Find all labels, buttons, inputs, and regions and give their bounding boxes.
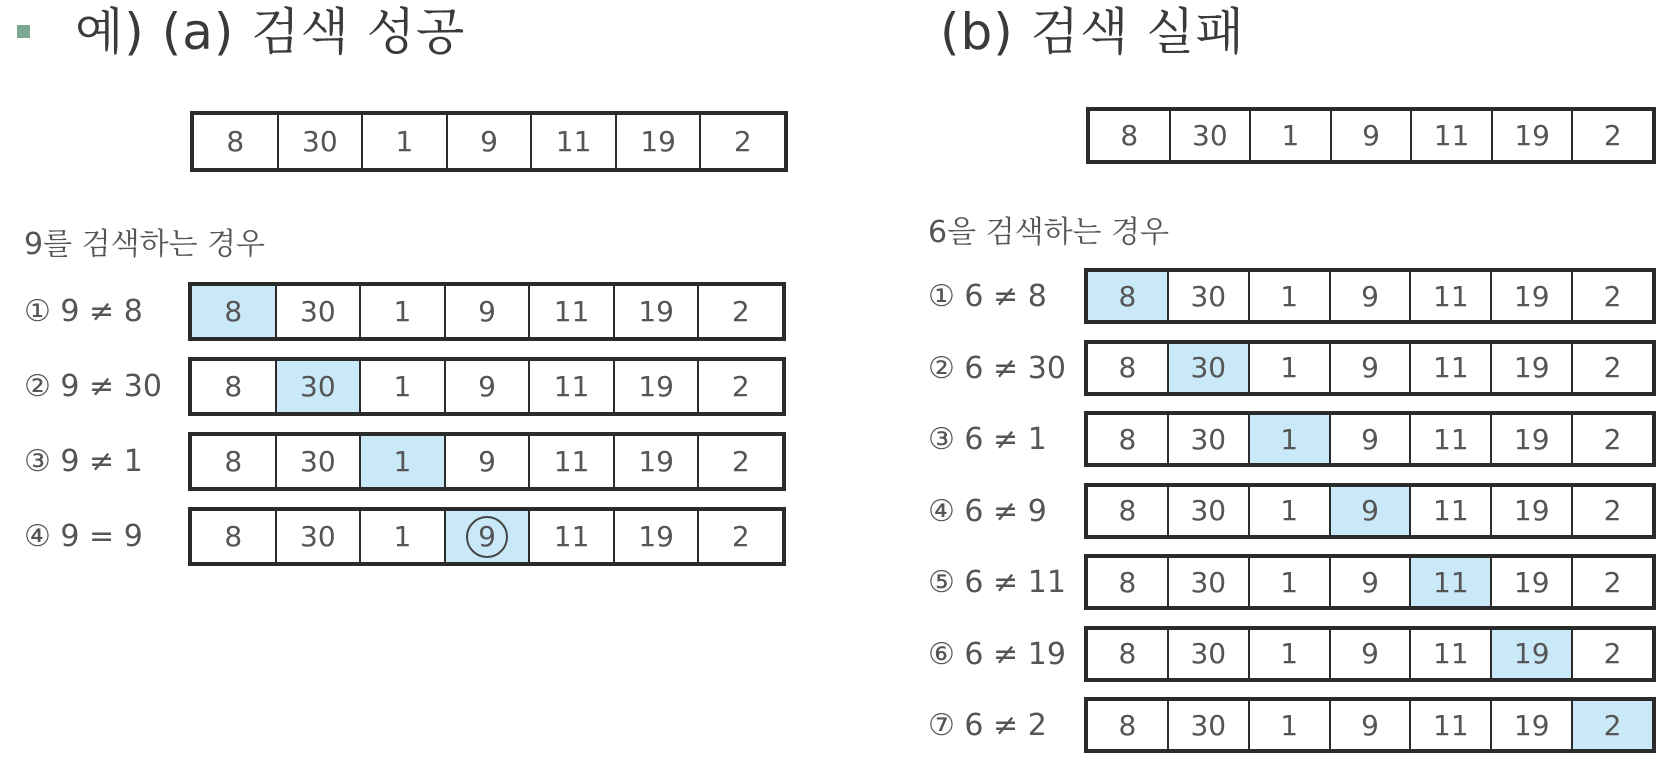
heading-success: 예) (a) 검색 성공 <box>75 3 466 61</box>
array-cell-value: 11 <box>553 295 590 328</box>
step-label: ④ 6 ≠ 9 <box>928 493 1047 529</box>
array-cell <box>1167 344 1248 392</box>
array-cell-value: 19 <box>1514 119 1550 152</box>
array-cell <box>1490 344 1571 392</box>
array-cell-value: 9 <box>1362 119 1380 152</box>
array-cell <box>1329 701 1410 749</box>
step-array <box>188 357 786 416</box>
array-cell-value: 2 <box>1603 565 1622 599</box>
array-cell <box>359 511 444 562</box>
step-label: ④ 9 = 9 <box>24 519 143 554</box>
array-cell <box>1571 111 1652 160</box>
array-cell-value: 2 <box>1603 422 1622 456</box>
array-cell-value: 30 <box>1190 708 1227 742</box>
caption-search-9: 9를 검색하는 경우 <box>24 227 266 262</box>
array-cell <box>1167 630 1248 678</box>
array-cell <box>528 511 613 562</box>
array-cell <box>1490 272 1571 320</box>
array-cell-value: 1 <box>1280 279 1299 313</box>
array-cell <box>1571 415 1652 463</box>
step-array <box>1084 340 1656 396</box>
array-cell <box>613 436 698 487</box>
array-cell-value: 9 <box>1361 422 1379 456</box>
array-cell <box>1490 415 1571 463</box>
array-cell-value: 9 <box>480 125 498 158</box>
array-cell-value: 11 <box>1433 119 1470 152</box>
array-cell <box>275 436 360 487</box>
array-cell <box>275 361 360 412</box>
step-label: ③ 9 ≠ 1 <box>24 444 143 479</box>
array-cell <box>192 511 275 562</box>
array-cell-value: 8 <box>1118 637 1137 670</box>
array-cell <box>528 436 613 487</box>
array-cell-value: 19 <box>1513 708 1550 742</box>
array-cell <box>1167 415 1248 463</box>
array-cell <box>697 286 782 337</box>
array-cell <box>444 286 529 337</box>
array-cell-value: 19 <box>1513 351 1550 384</box>
array-cell <box>1248 701 1329 749</box>
array-cell <box>1571 701 1652 749</box>
array-cell <box>1088 630 1167 678</box>
array-cell <box>1090 111 1169 160</box>
array-cell-value: 1 <box>393 370 412 403</box>
step-label: ⑦ 6 ≠ 2 <box>928 708 1047 743</box>
array-cell <box>444 361 529 412</box>
array-cell <box>1088 558 1167 606</box>
array-cell-value: 1 <box>1280 351 1299 384</box>
array-cell <box>1571 630 1652 678</box>
array-cell-value: 8 <box>1118 351 1137 384</box>
array-cell <box>1329 272 1410 320</box>
array-cell-value: 11 <box>553 520 590 553</box>
array-cell-value: 30 <box>302 125 338 158</box>
array-cell-value: 1 <box>395 125 414 158</box>
array-cell <box>697 436 782 487</box>
bullet-marker <box>17 25 30 38</box>
step-array <box>1084 268 1656 324</box>
step-array <box>1084 411 1656 467</box>
array-cell <box>444 436 529 487</box>
array-cell-value: 8 <box>1118 422 1137 456</box>
array-cell <box>1571 558 1652 606</box>
array-cell <box>1409 558 1490 606</box>
array-cell <box>359 436 444 487</box>
array-cell <box>1329 344 1410 392</box>
found-circle-marker <box>466 516 508 558</box>
array-cell-value: 2 <box>733 125 752 158</box>
array-cell-value: 9 <box>478 295 496 328</box>
array-cell-value: 30 <box>300 370 336 403</box>
array-cell-value: 2 <box>1603 708 1622 742</box>
array-cell <box>613 361 698 412</box>
array-cell-value: 11 <box>1433 565 1469 599</box>
array-cell-value: 9 <box>478 445 496 478</box>
array-cell <box>1490 558 1571 606</box>
step-array <box>188 432 786 491</box>
array-cell <box>1330 111 1411 160</box>
array-cell-value: 11 <box>1433 708 1469 742</box>
array-cell-value: 2 <box>1603 279 1622 313</box>
array-cell-value: 19 <box>1513 422 1550 456</box>
array-cell-value: 30 <box>300 520 336 553</box>
array-cell <box>1490 487 1571 535</box>
array-cell-value: 8 <box>224 520 243 553</box>
array-cell <box>1490 701 1571 749</box>
array-cell <box>446 115 531 168</box>
array-cell <box>1248 630 1329 678</box>
array-cell <box>1088 701 1167 749</box>
array-cell <box>613 286 698 337</box>
array-cell-value: 30 <box>1190 637 1227 670</box>
array-cell-value: 8 <box>224 295 243 328</box>
array-cell-value: 19 <box>638 295 674 328</box>
array-cell-value: 8 <box>1120 119 1139 152</box>
array-cell-value: 8 <box>224 370 243 403</box>
step-label: ① 6 ≠ 8 <box>928 279 1047 314</box>
array-cell <box>1088 415 1167 463</box>
array-cell <box>1410 111 1491 160</box>
array-cell <box>1329 630 1410 678</box>
array-cell <box>1248 344 1329 392</box>
array-cell <box>1409 415 1490 463</box>
array-cell-value: 9 <box>1361 565 1379 599</box>
array-cell <box>697 361 782 412</box>
array-cell-value: 2 <box>731 520 750 553</box>
array-cell <box>1409 630 1490 678</box>
array-cell-value: 19 <box>640 125 676 158</box>
array-cell-value: 11 <box>1433 279 1469 313</box>
array-cell-value: 2 <box>1603 119 1622 152</box>
step-label: ⑤ 6 ≠ 11 <box>928 565 1066 600</box>
array-cell-value: 30 <box>300 445 336 478</box>
array-cell <box>192 436 275 487</box>
array-cell-value: 19 <box>638 445 674 478</box>
array-cell <box>1167 701 1248 749</box>
array-cell-value: 9 <box>1361 637 1379 670</box>
array-cell-value: 9 <box>1361 279 1379 313</box>
initial-array-b <box>1086 107 1656 164</box>
array-cell <box>1409 487 1490 535</box>
array-cell-value: 9 <box>1361 351 1379 384</box>
array-cell-value: 1 <box>1280 708 1299 742</box>
array-cell-value: 1 <box>393 445 412 478</box>
array-cell-value: 11 <box>553 370 590 403</box>
array-cell-value: 9 <box>1361 494 1379 527</box>
array-cell <box>1409 272 1490 320</box>
array-cell-value: 1 <box>1280 494 1299 527</box>
array-cell <box>192 286 275 337</box>
array-cell-value: 19 <box>1513 494 1550 527</box>
array-cell-value: 8 <box>224 445 243 478</box>
step-array <box>188 282 786 341</box>
array-cell <box>1088 344 1167 392</box>
array-cell <box>1409 344 1490 392</box>
step-label: ⑥ 6 ≠ 19 <box>928 636 1066 672</box>
array-cell <box>1248 415 1329 463</box>
array-cell <box>275 286 360 337</box>
array-cell-value: 19 <box>1513 279 1550 313</box>
array-cell-value: 19 <box>638 520 674 553</box>
array-cell-value: 30 <box>300 295 336 328</box>
array-cell <box>530 115 615 168</box>
caption-search-6: 6을 검색하는 경우 <box>928 215 1170 250</box>
array-cell <box>613 511 698 562</box>
array-cell-value: 19 <box>1513 637 1550 670</box>
array-cell-value: 2 <box>1603 494 1622 527</box>
array-cell-value: 30 <box>1192 119 1228 152</box>
array-cell <box>1571 344 1652 392</box>
array-cell-value: 9 <box>478 370 496 403</box>
array-cell <box>528 361 613 412</box>
step-array <box>1084 483 1656 539</box>
array-cell-value: 2 <box>731 370 750 403</box>
array-cell-value: 8 <box>1118 565 1137 599</box>
array-cell <box>1329 487 1410 535</box>
step-label: ② 9 ≠ 30 <box>24 369 162 404</box>
step-array <box>188 507 786 566</box>
array-cell <box>1249 111 1330 160</box>
array-cell <box>444 511 529 562</box>
array-cell-value: 11 <box>1433 637 1469 670</box>
array-cell <box>1167 487 1248 535</box>
array-cell-value: 1 <box>393 295 412 328</box>
array-cell <box>275 511 360 562</box>
array-cell-value: 1 <box>1280 637 1299 670</box>
initial-array-a <box>190 111 788 172</box>
array-cell <box>277 115 362 168</box>
array-cell <box>1329 415 1410 463</box>
array-cell-value: 2 <box>1603 351 1622 384</box>
array-cell <box>194 115 277 168</box>
heading-failure: (b) 검색 실패 <box>940 3 1245 61</box>
array-cell-value: 2 <box>1603 637 1622 670</box>
array-cell-value: 8 <box>1118 708 1137 742</box>
array-cell <box>528 286 613 337</box>
array-cell-value: 11 <box>1433 494 1469 527</box>
array-cell <box>1088 272 1167 320</box>
array-cell-value: 9 <box>478 520 496 553</box>
array-cell <box>1248 558 1329 606</box>
array-cell-value: 11 <box>1433 422 1469 456</box>
array-cell <box>1491 111 1572 160</box>
array-cell <box>1248 487 1329 535</box>
step-array <box>1084 626 1656 682</box>
step-label: ② 6 ≠ 30 <box>928 350 1066 386</box>
array-cell <box>1088 487 1167 535</box>
array-cell-value: 2 <box>731 295 750 328</box>
array-cell-value: 9 <box>1361 708 1379 742</box>
array-cell-value: 1 <box>393 520 412 553</box>
array-cell-value: 11 <box>555 125 592 158</box>
array-cell <box>1329 558 1410 606</box>
array-cell-value: 8 <box>1118 279 1137 313</box>
array-cell-value: 1 <box>1281 119 1300 152</box>
array-cell <box>1571 272 1652 320</box>
array-cell-value: 30 <box>1190 279 1227 313</box>
array-cell-value: 8 <box>226 125 245 158</box>
array-cell-value: 19 <box>1513 565 1550 599</box>
array-cell-value: 11 <box>553 445 590 478</box>
array-cell <box>361 115 446 168</box>
array-cell <box>359 286 444 337</box>
array-cell <box>359 361 444 412</box>
array-cell-value: 30 <box>1190 565 1227 599</box>
array-cell <box>1167 558 1248 606</box>
array-cell <box>697 511 782 562</box>
array-cell-value: 30 <box>1190 422 1227 456</box>
array-cell <box>192 361 275 412</box>
step-label: ① 9 ≠ 8 <box>24 294 143 329</box>
step-array <box>1084 697 1656 753</box>
array-cell-value: 2 <box>731 445 750 478</box>
array-cell <box>1571 487 1652 535</box>
array-cell-value: 30 <box>1190 494 1227 527</box>
array-cell-value: 1 <box>1280 422 1299 456</box>
array-cell <box>1167 272 1248 320</box>
array-cell <box>699 115 784 168</box>
step-label: ③ 6 ≠ 1 <box>928 422 1047 457</box>
array-cell-value: 30 <box>1190 351 1227 384</box>
array-cell-value: 11 <box>1433 351 1469 384</box>
array-cell <box>1248 272 1329 320</box>
array-cell <box>615 115 700 168</box>
array-cell <box>1409 701 1490 749</box>
step-array <box>1084 554 1656 610</box>
array-cell <box>1490 630 1571 678</box>
array-cell <box>1169 111 1250 160</box>
array-cell-value: 1 <box>1280 565 1299 599</box>
array-cell-value: 8 <box>1118 494 1137 527</box>
array-cell-value: 19 <box>638 370 674 403</box>
